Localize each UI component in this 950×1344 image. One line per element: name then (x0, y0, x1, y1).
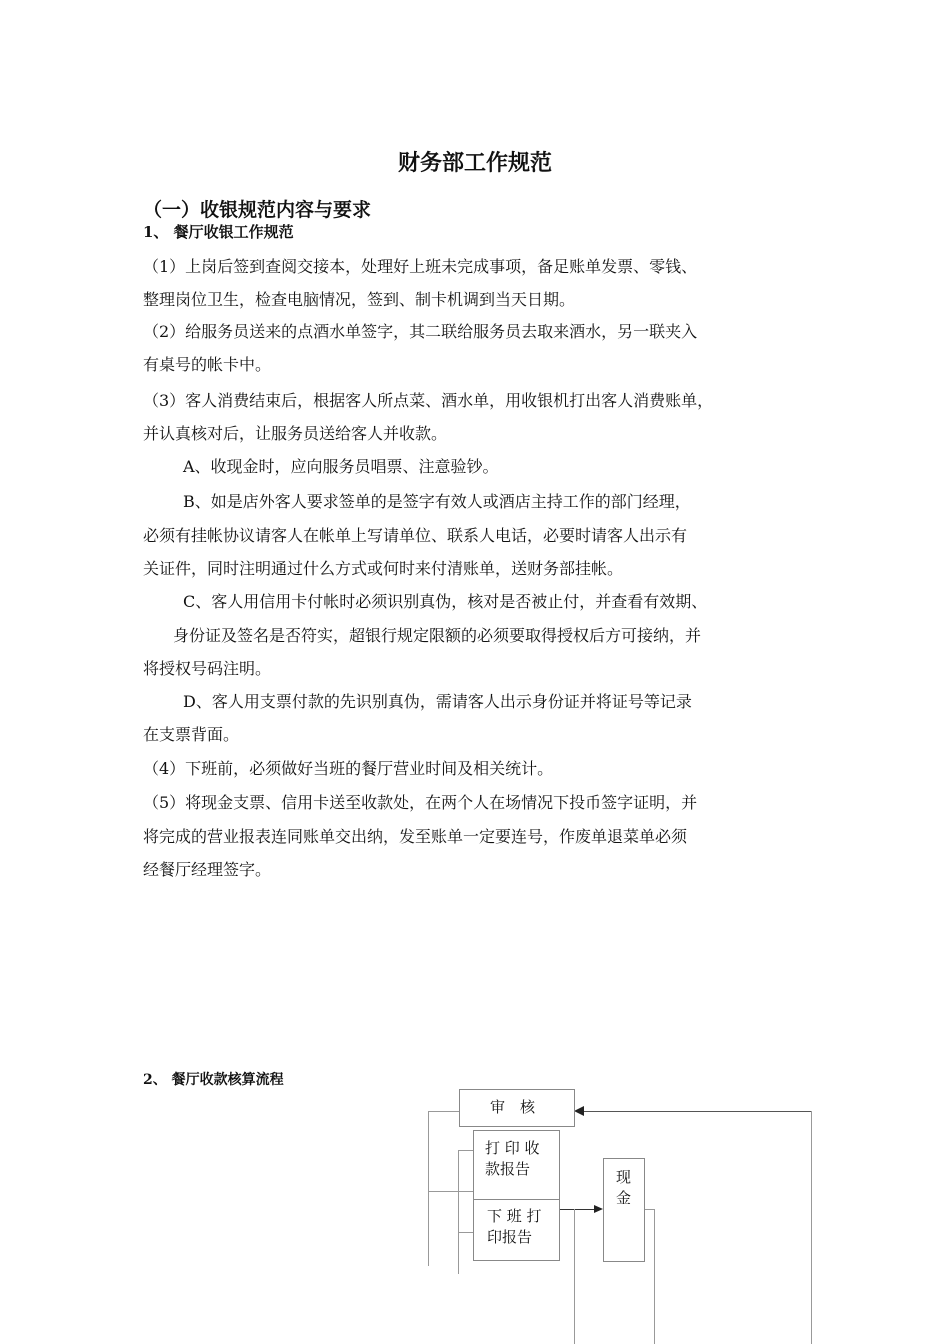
paragraph-line: 身份证及签名是否符实，超银行规定限额的必须要取得授权后方可接纳，并 (173, 626, 702, 645)
paragraph-line: D、客人用支票付款的先识别真伪，需请客人出示身份证并将证号等记录 (183, 692, 692, 711)
connector-line (458, 1232, 473, 1233)
paragraph-line: C、客人用信用卡付帐时必须识别真伪，核对是否被止付，并查看有效期、 (183, 592, 708, 611)
cash-label: 金 (616, 1189, 632, 1207)
offduty-report-label: 印报告 (487, 1228, 533, 1246)
arrow-right-icon (594, 1205, 603, 1213)
paragraph-line: 关证件，同时注明通过什么方式或何时来付清账单，送财务部挂帐。 (143, 559, 624, 578)
paragraph-line: 有桌号的帐卡中。 (143, 355, 272, 374)
paragraph-line: B、如是店外客人要求签单的是签字有效人或酒店主持工作的部门经理， (183, 492, 691, 511)
audit-box (459, 1089, 575, 1127)
paragraph-line: 将授权号码注明。 (143, 659, 272, 678)
paragraph-line: 必须有挂帐协议请客人在帐单上写请单位、联系人电话，必要时请客人出示有 (143, 526, 688, 545)
paragraph-line: 并认真核对后，让服务员送给客人并收款。 (143, 424, 448, 443)
connector-line (428, 1111, 460, 1112)
subsection-heading-2: 2、 餐厅收款核算流程 (143, 1072, 284, 1088)
cash-box (603, 1158, 645, 1262)
connector-line (574, 1209, 575, 1344)
print-report-label: 打 印 收 (485, 1139, 540, 1157)
print-report-box (473, 1130, 560, 1201)
paragraph-line: （2）给服务员送来的点酒水单签字，其二联给服务员去取来酒水，另一联夹入 (143, 322, 698, 341)
connector-line (584, 1111, 812, 1112)
paragraph-line: （5）将现金支票、信用卡送至收款处，在两个人在场情况下投币签字证明，并 (143, 793, 698, 812)
connector-line (428, 1191, 473, 1192)
cash-label: 现 (616, 1168, 632, 1186)
arrow-left-icon (574, 1106, 584, 1116)
connector-line (458, 1150, 473, 1151)
paragraph-line: 在支票背面。 (143, 725, 240, 744)
connector-line (458, 1150, 459, 1274)
subsection-heading-1: 1、 餐厅收银工作规范 (143, 223, 294, 241)
paragraph-line: 经餐厅经理签字。 (143, 860, 272, 879)
connector-line (811, 1111, 812, 1344)
paragraph-line: 将完成的营业报表连同账单交出纳，发至账单一定要连号，作废单退菜单必须 (143, 827, 688, 846)
page-title: 财务部工作规范 (397, 150, 552, 176)
paragraph-line: （1）上岗后签到查阅交接本，处理好上班未完成事项，备足账单发票、零钱、 (143, 257, 698, 276)
section-heading: （一）收银规范内容与要求 (143, 199, 372, 221)
paragraph-line: （4）下班前，必须做好当班的餐厅营业时间及相关统计。 (143, 759, 554, 778)
print-report-label: 款报告 (485, 1160, 531, 1178)
paragraph-line: （3）客人消费结束后，根据客人所点菜、酒水单，用收银机打出客人消费账单， (143, 391, 714, 410)
offduty-report-label: 下 班 打 (487, 1207, 542, 1225)
paragraph-line: 整理岗位卫生，检查电脑情况，签到、制卡机调到当天日期。 (143, 290, 576, 309)
paragraph-line: A、收现金时，应向服务员唱票、注意验钞。 (183, 457, 499, 476)
connector-line (559, 1209, 595, 1210)
audit-label: 审 核 (490, 1098, 536, 1116)
connector-line (654, 1209, 655, 1344)
offduty-report-box (473, 1199, 560, 1261)
connector-line (428, 1111, 429, 1266)
